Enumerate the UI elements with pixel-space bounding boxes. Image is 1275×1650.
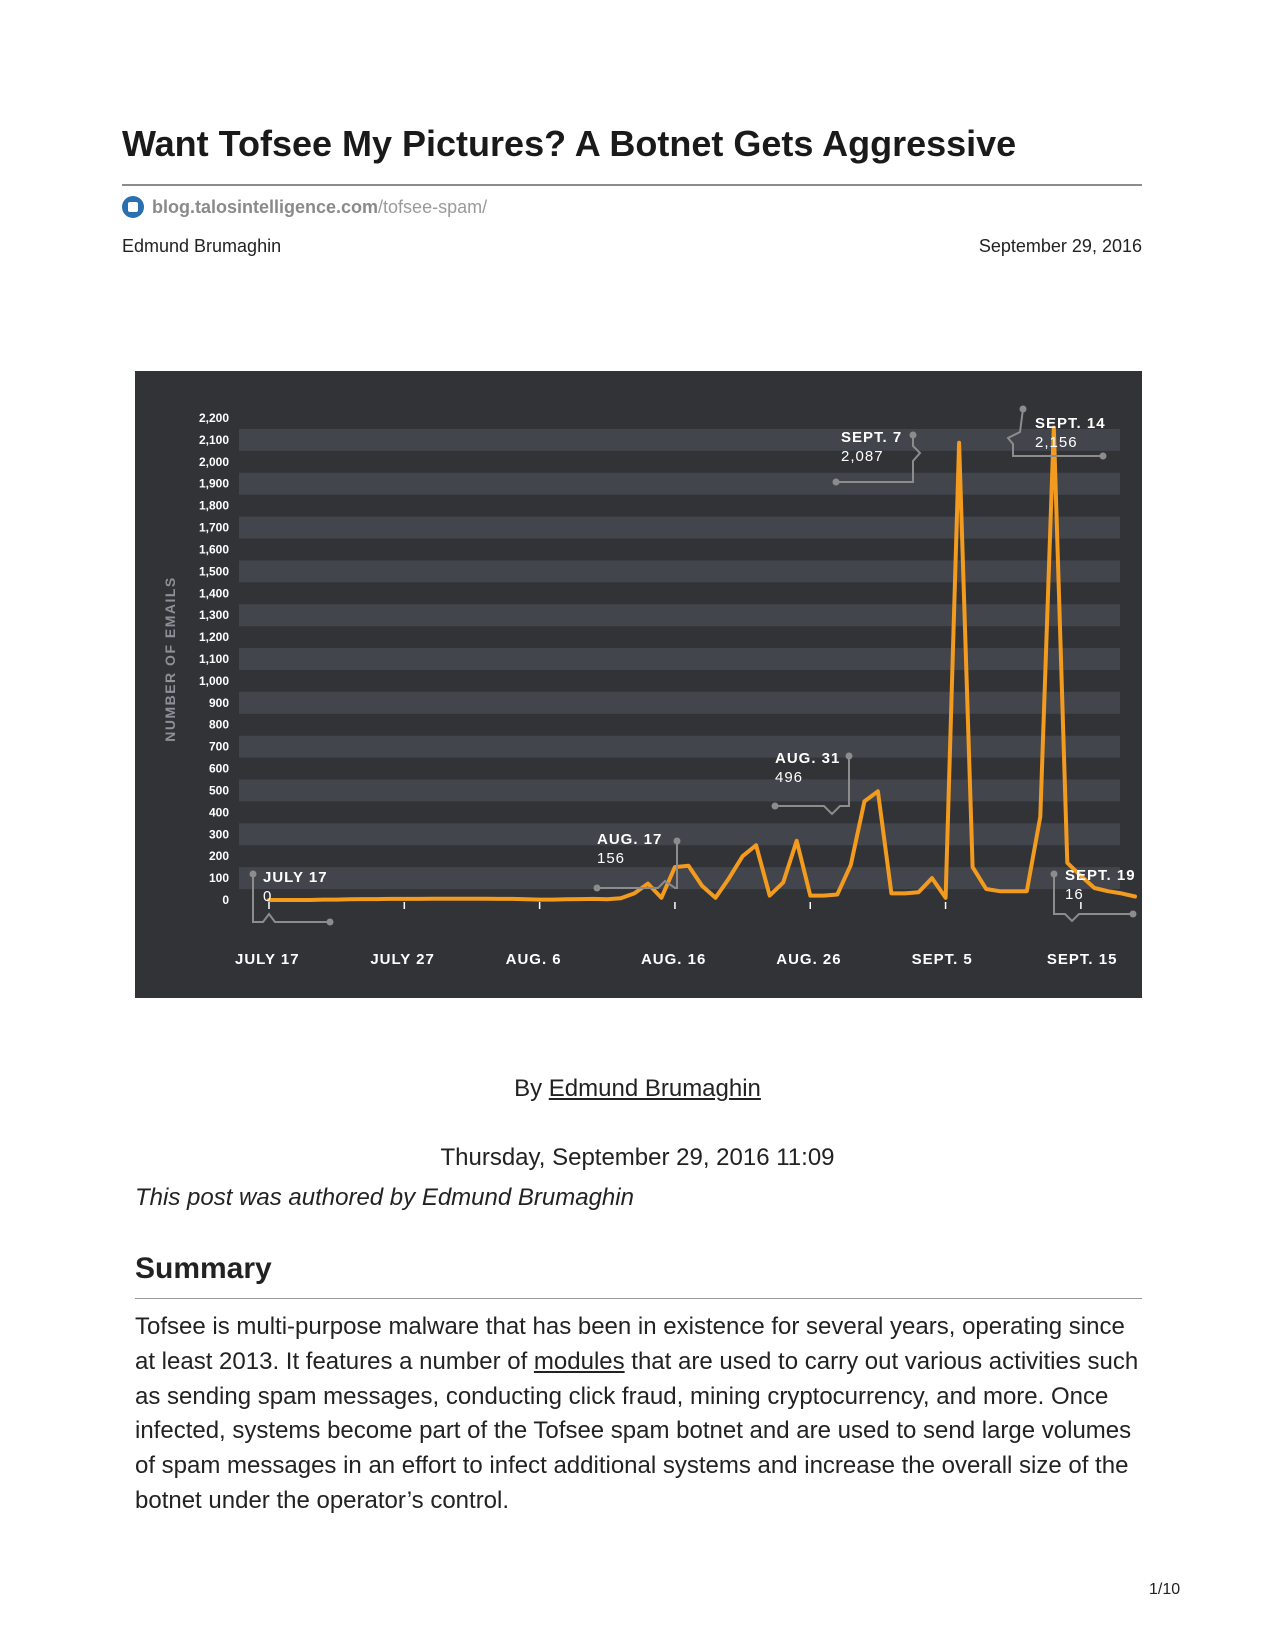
callout-dot xyxy=(833,479,840,486)
grid-band xyxy=(239,517,1120,539)
post-datetime: Thursday, September 29, 2016 11:09 xyxy=(440,1144,835,1171)
callout-value: 496 xyxy=(775,769,804,786)
grid-band xyxy=(239,867,1120,889)
y-tick-label: 800 xyxy=(208,717,229,732)
callout-label: SEPT. 14 xyxy=(1035,415,1106,432)
summary-text-1: Tofsee is multi-purpose malware that has been in existence for several years, operating since at least 2013. It features a number of xyxy=(135,1313,1125,1375)
source-path: /tofsee-spam/ xyxy=(378,196,488,217)
x-tick-label: SEPT. 5 xyxy=(911,951,973,968)
callout-label: SEPT. 19 xyxy=(1065,867,1136,884)
callout-value: 156 xyxy=(597,850,626,867)
callout-dot xyxy=(910,432,917,439)
x-tick-label: JULY 17 xyxy=(235,951,300,968)
callout-dot xyxy=(674,838,681,845)
y-tick-label: 1,800 xyxy=(198,498,229,513)
source-link[interactable] xyxy=(122,196,487,218)
x-tick-label: SEPT. 15 xyxy=(1046,951,1118,968)
callout-value: 2,156 xyxy=(1035,434,1078,451)
y-tick-label: 1,000 xyxy=(198,673,229,688)
y-tick-label: 1,100 xyxy=(198,652,229,666)
site-logo-icon xyxy=(122,196,144,218)
callout-dot xyxy=(1130,911,1137,918)
grid-band xyxy=(239,780,1120,802)
page-number: 1/10 xyxy=(1149,1581,1181,1598)
callout-value: 0 xyxy=(263,888,273,905)
y-tick-label: 600 xyxy=(208,761,229,776)
y-tick-label: 1,300 xyxy=(198,608,229,623)
y-tick-label: 500 xyxy=(208,783,229,798)
callout-dot xyxy=(594,885,601,892)
x-tick-label: AUG. 16 xyxy=(640,951,707,968)
x-tick-label: JULY 27 xyxy=(370,951,435,968)
callout-label: JULY 17 xyxy=(263,869,328,886)
y-tick-label: 700 xyxy=(208,739,229,754)
emails-line-chart xyxy=(135,371,1142,998)
x-tick-label: AUG. 26 xyxy=(776,951,842,968)
callout-label: SEPT. 7 xyxy=(841,429,903,446)
grid-band xyxy=(239,736,1120,758)
y-tick-label: 0 xyxy=(222,893,229,907)
callout-dot xyxy=(327,919,334,926)
author-link[interactable]: Edmund Brumaghin xyxy=(548,1075,761,1102)
y-axis-label: NUMBER OF EMAILS xyxy=(162,576,178,742)
y-tick-label: 1,400 xyxy=(198,586,229,601)
byline xyxy=(0,1075,1275,1103)
y-tick-label: 200 xyxy=(208,849,229,864)
callout-dot xyxy=(1020,406,1027,413)
byline-prefix: By xyxy=(514,1075,543,1102)
grid-band xyxy=(239,692,1120,714)
authored-note: This post was authored by Edmund Brumaghin xyxy=(135,1184,634,1211)
modules-link[interactable]: modules xyxy=(533,1347,625,1375)
grid-band xyxy=(239,560,1120,582)
summary-divider xyxy=(135,1298,1142,1299)
y-tick-label: 2,200 xyxy=(198,411,229,425)
y-tick-label: 100 xyxy=(208,871,229,886)
y-tick-label: 400 xyxy=(208,805,229,820)
callout-value: 2,087 xyxy=(841,448,884,465)
callout-label: AUG. 17 xyxy=(597,831,663,848)
y-tick-label: 1,900 xyxy=(198,476,229,491)
y-tick-label: 900 xyxy=(208,695,229,710)
y-tick-label: 1,600 xyxy=(198,542,229,557)
y-tick-label: 2,000 xyxy=(198,454,229,469)
article-author: Edmund Brumaghin xyxy=(122,236,282,256)
y-tick-label: 1,200 xyxy=(198,630,229,645)
callout-value: 16 xyxy=(1065,886,1084,903)
x-tick-label: AUG. 6 xyxy=(505,951,562,968)
grid-band xyxy=(239,648,1120,670)
source-domain: blog.talosintelligence.com xyxy=(152,196,379,217)
y-tick-label: 1,700 xyxy=(198,520,229,535)
summary-text-2: that are used to carry out various activities such as sending spam messages, conducting click fraud, mining cryptocurrency, and more. Once infected, systems become part of the Tofsee spam botnet and are used to send large volumes of spam messages in an effort to infect additional systems and increase the overall size of the botnet under the operator’s control. xyxy=(135,1347,1139,1514)
title-divider xyxy=(122,184,1142,186)
callout-dot xyxy=(1051,871,1058,878)
callout-dot xyxy=(846,753,853,760)
callout-dot xyxy=(772,803,779,810)
callout-dot xyxy=(1100,453,1107,460)
summary-paragraph xyxy=(135,1310,1145,1519)
callout-dot xyxy=(250,871,257,878)
grid-band xyxy=(239,473,1120,495)
callout-label: AUG. 31 xyxy=(775,750,841,767)
chart-svg xyxy=(135,371,1142,998)
y-tick-label: 1,500 xyxy=(198,564,229,579)
y-tick-label: 2,100 xyxy=(198,432,229,447)
grid-band xyxy=(239,604,1120,626)
summary-heading: Summary xyxy=(135,1252,272,1285)
grid-band xyxy=(239,429,1120,451)
article-date: September 29, 2016 xyxy=(978,236,1142,256)
y-tick-label: 300 xyxy=(208,827,229,842)
article-title: Want Tofsee My Pictures? A Botnet Gets Aggressive xyxy=(122,123,1017,164)
